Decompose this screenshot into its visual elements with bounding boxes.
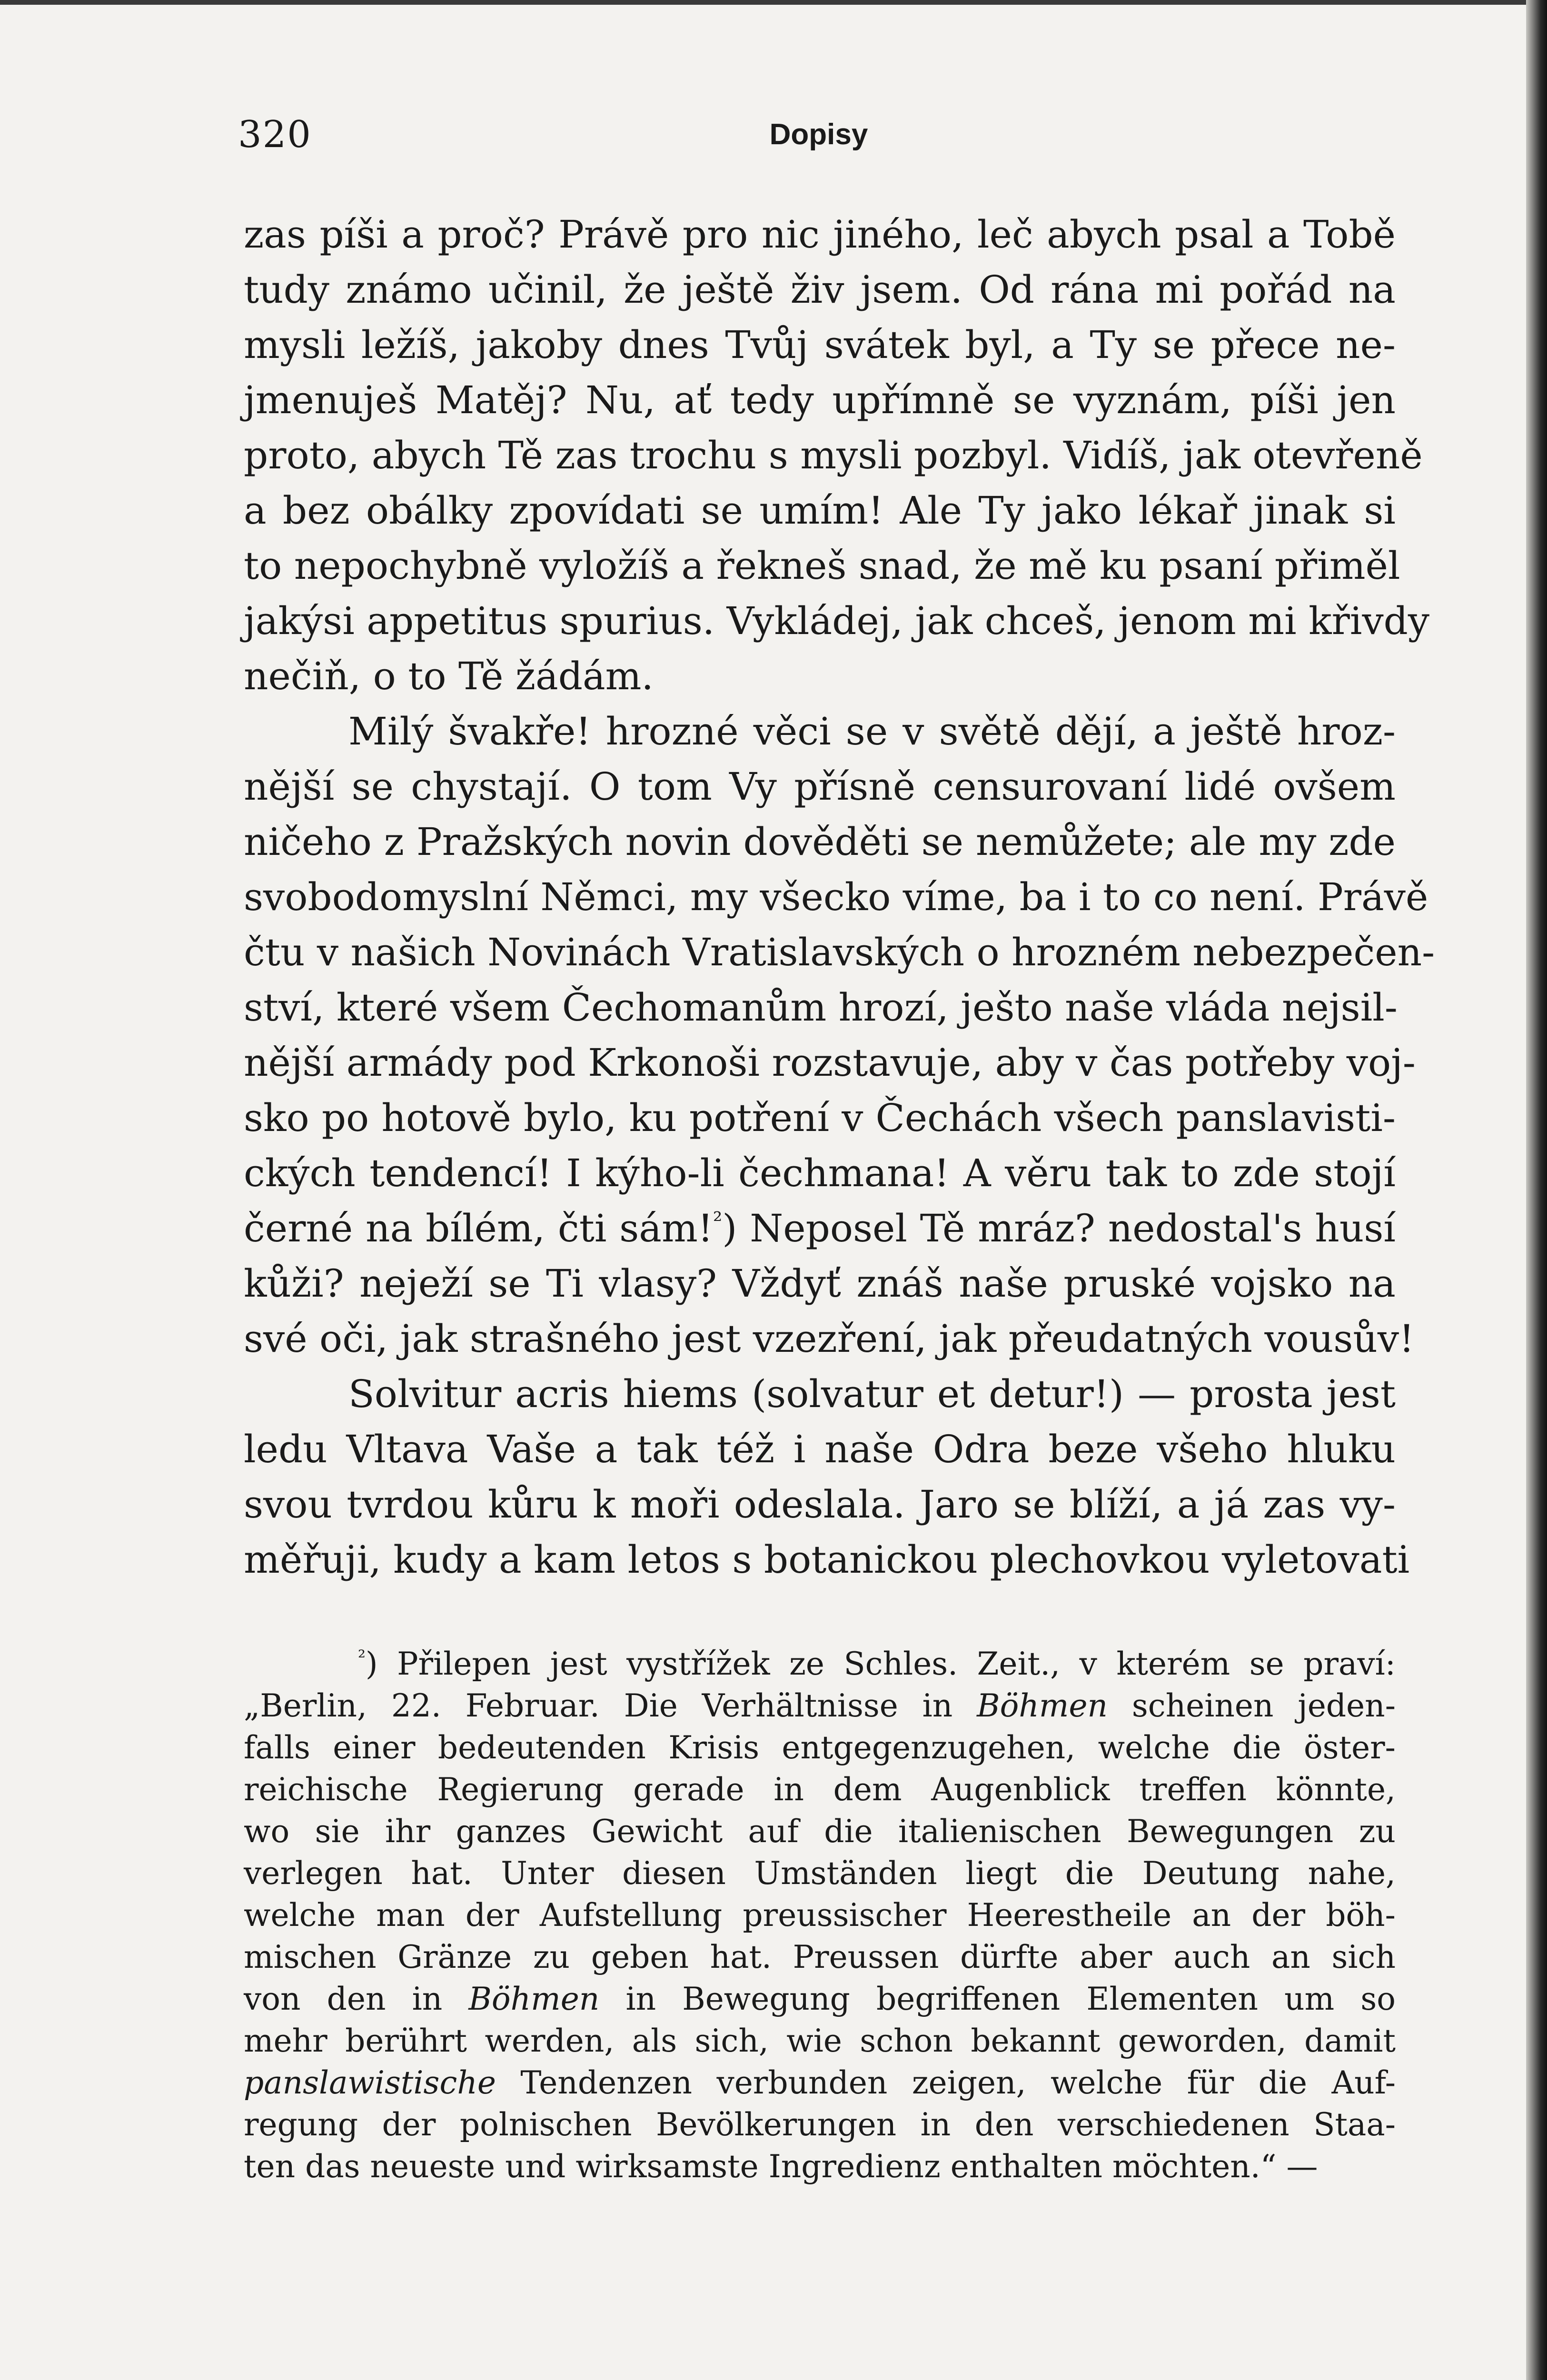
page-binding-edge [1526,0,1547,2380]
footnote-text: von den in [244,1981,469,2017]
body-line: svobodomyslní Němci, my všecko víme, ba i to co není. Právě [244,875,1428,919]
footnote-italic: panslawistische [244,2064,496,2101]
body-line-part: černé na bílém, čti sám! [244,1206,714,1250]
footnote-line [244,1978,1396,2020]
running-title: Dopisy [769,118,868,151]
body-line: to nepochybně vyložíš a řekneš snad, že mě ku psaní přiměl [244,544,1400,588]
footnote-line: mischen Gränze zu geben hat. Preussen dürfte aber auch an sich [244,1939,1396,1975]
footnote-line: verlegen hat. Unter diesen Umständen liegt die Deutung nahe, [244,1855,1396,1892]
body-line: a bez obálky zpovídati se umím! Ale Ty jako lékař jinak si [244,488,1396,533]
body-line: čtu v našich Novinách Vratislavských o hrozném nebezpečen- [244,930,1435,974]
footnote-text: Tendenzen verbunden zeigen, welche für die Auf- [496,2064,1396,2101]
page-header [238,109,1404,161]
footnote-line: wo sie ihr ganzes Gewicht auf die italienischen Bewegungen zu [244,1813,1396,1850]
footnote [244,1643,1396,2188]
footnote-text: ) Přilepen jest vystřížek ze Schles. Zeit., v kterém se praví: [365,1646,1396,1682]
page-number: 320 [238,113,312,156]
body-text [244,207,1435,1587]
footnote-line [244,2062,1396,2104]
paragraph-start-line: Solvitur acris hiems (solvatur et detur!) — prosta jest [348,1372,1396,1416]
footnote-line: mehr berührt werden, als sich, wie schon bekannt geworden, damit [244,2023,1396,2059]
footnote-line: welche man der Aufstellung preussischer Heerestheile an der böh- [244,1897,1396,1934]
body-line: ckých tendencí! I kýho-li čechmana! A věru tak to zde stojí [244,1151,1396,1195]
body-line: nější armády pod Krkonoši rozstavuje, aby v čas potřeby voj- [244,1041,1416,1085]
body-line: sko po hotově bylo, ku potření v Čechách všech panslavisti- [244,1096,1396,1140]
footnote-text: „Berlin, 22. Februar. Die Verhältnisse in [244,1687,977,1724]
body-line: ství, které všem Čechomanům hrozí, ješto naše vláda nejsil- [244,985,1398,1030]
footnote-italic: Böhmen [977,1687,1108,1724]
footnote-reference: ² [713,1207,723,1234]
footnote-line: falls einer bedeutenden Krisis entgegenzugehen, welche die öster- [244,1729,1396,1766]
body-line: jmenuješ Matěj? Nu, ať tedy upřímně se vyznám, píši jen [244,378,1396,422]
footnote-line: regung der polnischen Bevölkerungen in den verschiedenen Staa- [244,2106,1396,2143]
footnote-marker: ² [358,1646,366,1668]
footnote-italic: Böhmen [468,1981,600,2017]
body-line: svou tvrdou kůru k moři odeslala. Jaro se blíží, a já zas vy- [244,1482,1396,1527]
footnote-line [244,1685,1396,1727]
body-line: zas píši a proč? Právě pro nic jiného, leč abych psal a Tobě [244,212,1396,257]
body-line: ledu Vltava Vaše a tak též i naše Odra beze všeho hluku [244,1427,1396,1471]
body-line-with-footnote-ref [244,1201,1396,1256]
body-line: ničeho z Pražských novin dověděti se nemůžete; ale my zde [244,820,1396,864]
footnote-line: ten das neueste und wirksamste Ingredienz enthalten möchten.“ — [244,2148,1318,2185]
body-line: nější se chystají. O tom Vy přísně censurovaní lidé ovšem [244,764,1396,809]
body-line: své oči, jak strašného jest vzezření, jak přeudatných vousův! [244,1317,1415,1361]
body-line: mysli ležíš, jakoby dnes Tvůj svátek byl, a Ty se přece ne- [244,323,1396,367]
footnote-line: reichische Regierung gerade in dem Augenblick treffen könnte, [244,1771,1396,1808]
body-line: kůži? neježí se Ti vlasy? Vždyť znáš naše pruské vojsko na [244,1261,1396,1306]
body-line: nečiň, o to Tě žádám. [244,654,654,698]
body-line-part: ) Neposel Tě mráz? nedostal's husí [722,1206,1396,1250]
paragraph-start-line: Milý švakře! hrozné věci se v světě dějí, a ještě hroz- [348,709,1396,754]
body-line: měřuji, kudy a kam letos s botanickou plechovkou vyletovati [244,1537,1410,1582]
footnote-line [244,1643,1396,1685]
footnote-text: in Bewegung begriffenen Elementen um so [599,1981,1396,2017]
body-line: proto, abych Tě zas trochu s mysli pozbyl. Vidíš, jak otevřeně [244,433,1423,477]
body-line: jakýsi appetitus spurius. Vykládej, jak chceš, jenom mi křivdy [244,599,1430,643]
body-line: tudy známo učinil, že ještě živ jsem. Od rána mi pořád na [244,268,1396,312]
page-top-edge [0,0,1547,5]
footnote-text: scheinen jeden- [1108,1687,1396,1724]
